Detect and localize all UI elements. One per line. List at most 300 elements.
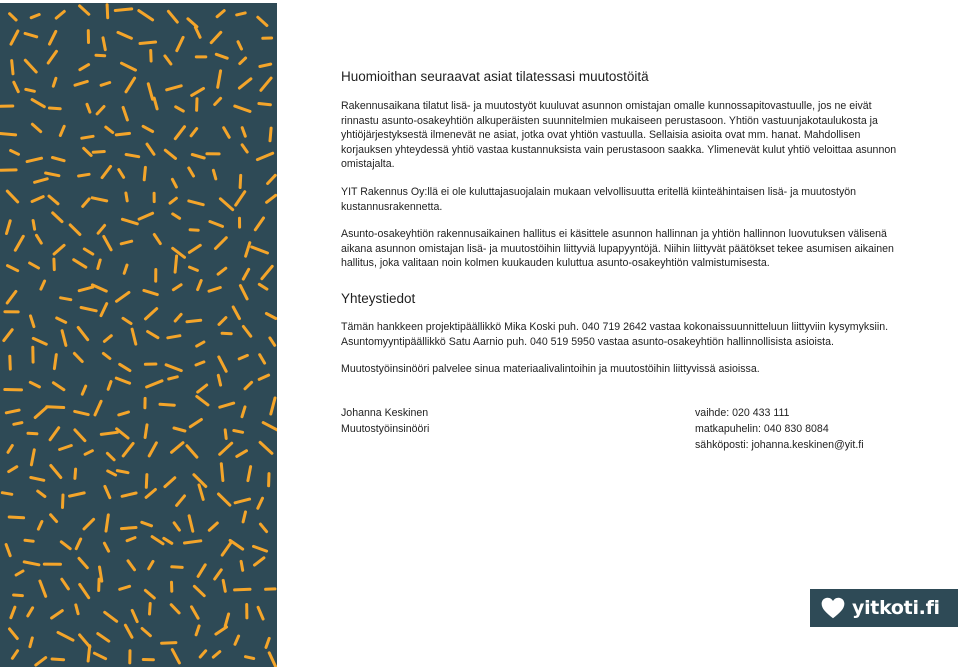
- pattern-dash: [25, 60, 36, 72]
- pattern-dash: [147, 381, 162, 387]
- pattern-dash: [248, 467, 251, 481]
- pattern-dash: [240, 58, 246, 64]
- pattern-dash: [101, 432, 117, 434]
- pattern-dash: [263, 423, 277, 431]
- pattern-dash: [173, 214, 180, 218]
- pattern-dash: [103, 38, 105, 50]
- pattern-dash: [33, 338, 46, 344]
- paragraph-board-permits: Asunto-osakeyhtiön rakennusaikainen hallitus ei käsittele asunnon hallinnan ja yhtiön hallinnon luovutuksen välisenä aikana asunnon omistajan lisä- ja muutostöihin liittyviä lupapyyntöjä. Niihin liittyvät päätökset tekee asumisen aikainen hallitus, joka valitaan noin kolmen kuukauden kuluttua asunto-osakeyhtiön valmistumisesta.: [341, 228, 894, 270]
- pattern-dash: [115, 9, 131, 11]
- pattern-dash: [225, 614, 228, 626]
- pattern-dash: [9, 467, 17, 472]
- pattern-dash: [221, 464, 223, 481]
- notice-heading: Huomioithan seuraavat asiat tilatessasi muutostöitä: [341, 69, 649, 84]
- paragraph-engineer-service: Muutostyöinsinööri palvelee sinua materiaalivalintoihin ja muutostöihin liittyvissä asioissa.: [341, 363, 760, 376]
- contact-person: [341, 405, 695, 453]
- pattern-dash: [79, 174, 90, 176]
- pattern-dash: [35, 179, 48, 183]
- pattern-dash: [4, 330, 12, 341]
- pattern-dash: [167, 86, 182, 90]
- pattern-dash: [127, 538, 135, 541]
- pattern-dash: [96, 55, 105, 56]
- pattern-dash: [10, 356, 11, 369]
- pattern-dash: [49, 108, 60, 109]
- pattern-dash: [123, 443, 133, 456]
- pattern-dash: [104, 237, 111, 250]
- pattern-dash: [11, 607, 15, 618]
- pattern-dash: [235, 589, 250, 590]
- pattern-dash: [139, 11, 153, 20]
- pattern-dash: [2, 493, 12, 495]
- pattern-dash: [189, 516, 193, 531]
- pattern-dash: [237, 451, 247, 457]
- pattern-dash: [165, 150, 175, 158]
- pattern-dash: [243, 269, 248, 279]
- pattern-dash: [15, 236, 23, 250]
- pattern-dash: [32, 197, 43, 202]
- pattern-dash: [14, 82, 18, 92]
- pattern-dash: [58, 632, 73, 640]
- pattern-dash: [75, 81, 87, 85]
- pattern-dash: [237, 13, 246, 15]
- contact-details: [695, 405, 901, 453]
- pattern-dash: [266, 638, 269, 647]
- pattern-dash: [30, 263, 39, 268]
- pattern-dash: [252, 247, 268, 253]
- pattern-dash: [239, 79, 251, 88]
- pattern-dash: [198, 565, 205, 577]
- pattern-dash: [260, 355, 265, 363]
- pattern-dash: [61, 298, 71, 300]
- pattern-dash: [105, 486, 110, 497]
- pattern-dash: [33, 221, 35, 230]
- pattern-dash: [9, 517, 23, 518]
- pattern-dash: [31, 450, 34, 465]
- pattern-dash: [102, 166, 111, 177]
- pattern-dash: [239, 355, 247, 359]
- contact-block: [341, 405, 901, 453]
- pattern-dash: [213, 170, 215, 179]
- pattern-dash: [148, 84, 152, 99]
- pattern-dash: [128, 561, 135, 570]
- pattern-dash: [80, 585, 89, 598]
- pattern-dash: [60, 446, 72, 450]
- pattern-dash: [200, 651, 206, 657]
- pattern-dash: [124, 265, 127, 273]
- pattern-dash: [117, 471, 128, 473]
- pattern-dash: [82, 136, 93, 138]
- pattern-dash: [254, 546, 267, 551]
- pattern-dash: [266, 314, 275, 319]
- pattern-dash: [30, 638, 32, 647]
- pattern-dash: [25, 540, 33, 541]
- pattern-dash: [116, 133, 129, 135]
- pattern-dash: [28, 433, 37, 434]
- pattern-dash: [234, 431, 243, 433]
- pattern-dash: [187, 320, 201, 321]
- pattern-dash: [76, 539, 81, 549]
- pattern-dash: [172, 650, 179, 663]
- pattern-dash: [92, 198, 107, 201]
- pattern-dash: [209, 288, 220, 292]
- pattern-dash: [216, 627, 227, 634]
- pattern-dash: [74, 260, 86, 268]
- pattern-dash: [271, 398, 275, 414]
- pattern-dash: [24, 562, 39, 565]
- pattern-dash: [255, 218, 263, 230]
- pattern-dash: [198, 385, 207, 392]
- pattern-dash: [10, 629, 18, 639]
- pattern-dash: [32, 124, 40, 131]
- pattern-dash: [198, 281, 202, 290]
- pattern-dash: [222, 542, 231, 555]
- pattern-dash: [236, 192, 245, 205]
- pattern-dash: [168, 336, 180, 338]
- pattern-dash: [80, 6, 89, 14]
- pattern-dash: [84, 249, 93, 254]
- pattern-dash: [220, 199, 232, 210]
- pattern-dash: [92, 285, 106, 291]
- pattern-dash: [174, 523, 179, 530]
- pattern-dash: [258, 17, 267, 25]
- pattern-dash: [240, 175, 241, 187]
- contact-name: Johanna Keskinen: [341, 406, 429, 419]
- pattern-dash: [196, 362, 204, 365]
- pattern-dash: [160, 404, 174, 405]
- pattern-dash: [164, 538, 172, 543]
- pattern-dash: [46, 173, 59, 176]
- pattern-dash: [142, 629, 150, 636]
- pattern-dash: [120, 364, 130, 370]
- pattern-dash: [38, 522, 42, 530]
- pattern-dash: [79, 558, 87, 567]
- main-content: [341, 69, 901, 453]
- pattern-dash: [80, 65, 89, 70]
- pattern-dash: [259, 375, 268, 379]
- pattern-dash: [169, 377, 178, 379]
- pattern-dash: [258, 607, 263, 619]
- contacts-heading: Yhteystiedot: [341, 290, 416, 306]
- pattern-dash: [162, 643, 176, 644]
- yitkoti-logo[interactable]: [810, 589, 958, 627]
- pattern-dash: [240, 286, 247, 299]
- paragraph-maintenance-responsibility: Rakennusaikana tilatut lisä- ja muutostyöt kuuluvat asunnon omistajan omalle kunnossapitovastuulle, jos ne eivät rinnastu asunto-osakeyhtiön alkuperäisten suunnitelmien mukaiseen perustasoon. Yhtiön vastuunjakotaulukosta ja yhtiöjärjestyksestä ilmenevät ne asiat, jotka ovat yhtiön vastuulla. Sellaisia asioita ovat mm. hanat. Mahdollisen korjauksen yhteydessä yhtiö vastaa kustannuksista vain perustasoon saakka. Ylimenevät kulut yhtiö veloittaa asunnon omistajalta.: [341, 100, 897, 171]
- contact-mobile: matkapuhelin: 040 830 8084: [695, 422, 829, 435]
- pattern-dash: [37, 235, 42, 243]
- pattern-dash: [259, 284, 267, 289]
- pattern-dash: [95, 401, 101, 415]
- pattern-dash: [104, 543, 108, 551]
- pattern-dash: [106, 515, 108, 531]
- pattern-dash: [246, 657, 254, 659]
- pattern-dash: [79, 287, 93, 291]
- pattern-dash: [209, 523, 217, 530]
- pattern-dash: [139, 213, 153, 219]
- pattern-dash: [175, 256, 177, 272]
- pattern-dash: [190, 230, 198, 231]
- pattern-dash: [98, 634, 109, 642]
- pattern-dash: [149, 443, 156, 456]
- pattern-dash: [76, 605, 78, 614]
- pattern-dash: [52, 659, 64, 660]
- pattern-dash: [195, 27, 200, 37]
- pattern-dash: [166, 365, 181, 371]
- pattern-dash: [170, 198, 176, 203]
- pattern-dash: [246, 243, 250, 257]
- pattern-dash: [10, 14, 17, 20]
- pattern-dash: [107, 453, 114, 460]
- pattern-dash: [190, 267, 198, 270]
- pattern-dash: [98, 260, 100, 269]
- pattern-dash: [258, 498, 263, 508]
- pattern-dash: [122, 63, 136, 70]
- pattern-dash: [94, 653, 105, 659]
- pattern-dash: [51, 515, 57, 522]
- pattern-dash: [53, 213, 62, 222]
- pattern-dash: [70, 225, 80, 235]
- pattern-dash: [82, 386, 85, 394]
- pattern-dash: [30, 382, 39, 387]
- pattern-dash: [121, 241, 132, 244]
- pattern-dash: [52, 611, 63, 618]
- pattern-dash: [61, 542, 70, 549]
- pattern-dash: [218, 71, 221, 88]
- pattern-dash: [75, 411, 89, 414]
- pattern-dash: [146, 490, 155, 498]
- pattern-dash: [213, 652, 220, 658]
- pattern-dash: [12, 651, 17, 659]
- pattern-dash: [60, 126, 64, 135]
- pattern-dash: [63, 495, 64, 508]
- pattern-dash: [28, 608, 33, 616]
- pattern-dash: [260, 524, 266, 532]
- paragraph-consumer-law: YIT Rakennus Oy:llä ei ole kuluttajasuojalain mukaan velvollisuutta eritellä kiinteähintaisen lisä- ja muutostyön kustannusrakennetta.: [341, 185, 857, 213]
- pattern-dash: [270, 338, 275, 345]
- pattern-dash: [197, 396, 208, 405]
- pattern-dash: [147, 144, 154, 154]
- pattern-dash: [48, 51, 56, 63]
- pattern-dash: [165, 478, 175, 487]
- pattern-dash: [142, 522, 152, 526]
- pattern-dash: [38, 491, 45, 496]
- pattern-dash: [107, 5, 108, 18]
- pattern-dash: [172, 567, 182, 568]
- pattern-dash: [241, 561, 243, 570]
- pattern-dash: [175, 127, 184, 139]
- pattern-dash: [70, 493, 85, 496]
- pattern-dash: [88, 646, 90, 661]
- pattern-dash: [27, 158, 41, 161]
- pattern-dash: [32, 100, 44, 107]
- pattern-dash: [123, 107, 127, 120]
- pattern-dash: [75, 469, 76, 478]
- pattern-dash: [194, 586, 204, 595]
- pattern-dash: [215, 98, 221, 104]
- pattern-dash: [146, 309, 157, 319]
- pattern-dash: [84, 519, 94, 529]
- pattern-dash: [216, 238, 227, 249]
- pattern-dash: [224, 128, 230, 138]
- pattern-dash: [7, 291, 16, 303]
- pattern-dash: [35, 407, 46, 417]
- pattern-dash: [192, 88, 204, 95]
- pattern-dash: [25, 33, 37, 36]
- pattern-dash: [269, 653, 275, 667]
- pattern-dash: [53, 158, 65, 161]
- pattern-dash: [53, 383, 64, 390]
- pattern-dash: [26, 89, 35, 91]
- pattern-dash: [177, 37, 183, 50]
- pattern-dash: [81, 308, 96, 311]
- pattern-dash: [259, 104, 271, 105]
- pattern-dash: [6, 410, 19, 413]
- pattern-dash: [41, 281, 45, 289]
- pattern-dash: [7, 221, 11, 234]
- pattern-dash: [189, 168, 194, 176]
- pattern-dash: [242, 145, 247, 152]
- pattern-dash: [165, 56, 171, 64]
- pattern-dash: [235, 499, 250, 503]
- pattern-dash: [57, 318, 66, 322]
- pattern-dash: [11, 151, 19, 155]
- pattern-dash: [122, 528, 137, 529]
- pattern-dash: [216, 54, 227, 58]
- dash-pattern: [0, 3, 277, 667]
- pattern-dash: [242, 128, 245, 137]
- pattern-dash: [106, 127, 113, 132]
- pattern-dash: [172, 179, 176, 187]
- pattern-dash: [197, 342, 204, 346]
- pattern-dash: [235, 636, 239, 644]
- pattern-dash: [116, 378, 129, 383]
- contact-email[interactable]: sähköposti: johanna.keskinen@yit.fi: [695, 438, 864, 451]
- pattern-dash: [53, 78, 56, 86]
- pattern-dash: [36, 658, 46, 666]
- pattern-dash: [47, 407, 64, 408]
- contact-switchboard: vaihde: 020 433 111: [695, 406, 790, 419]
- pattern-dash: [233, 307, 239, 319]
- pattern-dash: [217, 11, 224, 17]
- pattern-dash: [11, 31, 18, 44]
- pattern-dash: [199, 485, 203, 499]
- pattern-dash: [176, 107, 184, 111]
- pattern-dash: [108, 382, 111, 390]
- pattern-dash: [185, 541, 201, 543]
- pattern-dash: [31, 478, 44, 481]
- pattern-dash: [268, 175, 276, 183]
- pattern-dash: [255, 558, 264, 565]
- pattern-dash: [230, 540, 243, 549]
- pattern-dash: [7, 191, 17, 202]
- pattern-dash: [12, 61, 13, 74]
- heart-icon: [820, 595, 846, 621]
- pattern-dash: [31, 316, 34, 327]
- pattern-dash: [98, 225, 105, 233]
- paragraph-project-contacts: Tämän hankkeen projektipäällikkö Mika Koski puh. 040 719 2642 vastaa kokonaissuunnitteluun liittyviin kysymyksiin. Asuntomyyntipäällikkö Satu Aarnio puh. 040 519 5950 vastaa asunto-osakeyhtiön hallinnollisista asioista.: [341, 320, 889, 348]
- pattern-dash: [123, 318, 131, 323]
- pattern-dash: [125, 625, 132, 637]
- pattern-dash: [122, 219, 137, 224]
- pattern-dash: [132, 610, 137, 621]
- pattern-dash: [145, 590, 154, 598]
- pattern-dash: [74, 353, 82, 361]
- pattern-dash: [215, 570, 222, 579]
- pattern-dash: [190, 420, 201, 427]
- pattern-dash: [262, 266, 272, 278]
- pattern-dash: [267, 195, 276, 202]
- pattern-dash: [257, 153, 272, 159]
- pattern-dash: [219, 357, 226, 371]
- pattern-dash: [31, 15, 39, 18]
- pattern-dash: [171, 605, 179, 613]
- pattern-dash: [54, 355, 56, 369]
- pattern-dash: [174, 428, 185, 431]
- contact-title: Muutostyöinsinööri: [341, 422, 430, 435]
- pattern-dash: [192, 155, 204, 159]
- pattern-dash: [117, 292, 129, 301]
- pattern-dash: [150, 604, 151, 615]
- pattern-dash: [154, 235, 160, 244]
- pattern-dash: [8, 266, 18, 271]
- pattern-dash: [145, 425, 147, 438]
- pattern-dash: [260, 442, 272, 453]
- pattern-dash: [187, 446, 197, 457]
- pattern-dash: [146, 475, 147, 488]
- pattern-dash: [220, 443, 232, 454]
- pattern-dash: [172, 443, 184, 453]
- pattern-dash: [126, 155, 139, 157]
- pattern-dash: [40, 581, 46, 596]
- pattern-dash: [49, 196, 58, 204]
- pattern-dash: [122, 493, 136, 496]
- pattern-dash: [16, 571, 23, 575]
- logo-text: yitkoti.fi: [852, 597, 940, 619]
- pattern-dash: [177, 496, 185, 506]
- pattern-dash: [83, 199, 89, 206]
- pattern-dash: [175, 314, 181, 321]
- pattern-dash: [211, 32, 221, 42]
- pattern-dash: [50, 428, 59, 440]
- pattern-dash: [105, 612, 117, 621]
- pattern-dash: [104, 336, 111, 342]
- pattern-dash: [242, 407, 245, 417]
- pattern-dash: [154, 98, 157, 109]
- pattern-dash: [218, 375, 220, 385]
- pattern-dash: [238, 42, 242, 49]
- pattern-dash: [108, 471, 116, 475]
- pattern-dash: [143, 126, 153, 131]
- pattern-dash: [75, 430, 85, 441]
- pattern-dash: [189, 245, 200, 252]
- pattern-dash: [97, 107, 104, 114]
- pattern-dash: [51, 466, 61, 478]
- pattern-dash: [0, 134, 16, 135]
- pattern-dash: [132, 329, 136, 344]
- pattern-dash: [8, 446, 12, 453]
- pattern-dash: [173, 285, 181, 290]
- pattern-dash: [225, 430, 226, 439]
- pattern-dash: [50, 31, 56, 44]
- pattern-dash: [245, 382, 252, 389]
- pattern-dash: [196, 626, 199, 635]
- pattern-dash: [118, 32, 131, 38]
- pattern-dash: [87, 104, 90, 112]
- pattern-dash: [243, 512, 245, 522]
- pattern-dash: [6, 545, 10, 556]
- pattern-dash: [78, 327, 88, 339]
- pattern-dash: [14, 595, 23, 596]
- pattern-dash: [191, 129, 197, 136]
